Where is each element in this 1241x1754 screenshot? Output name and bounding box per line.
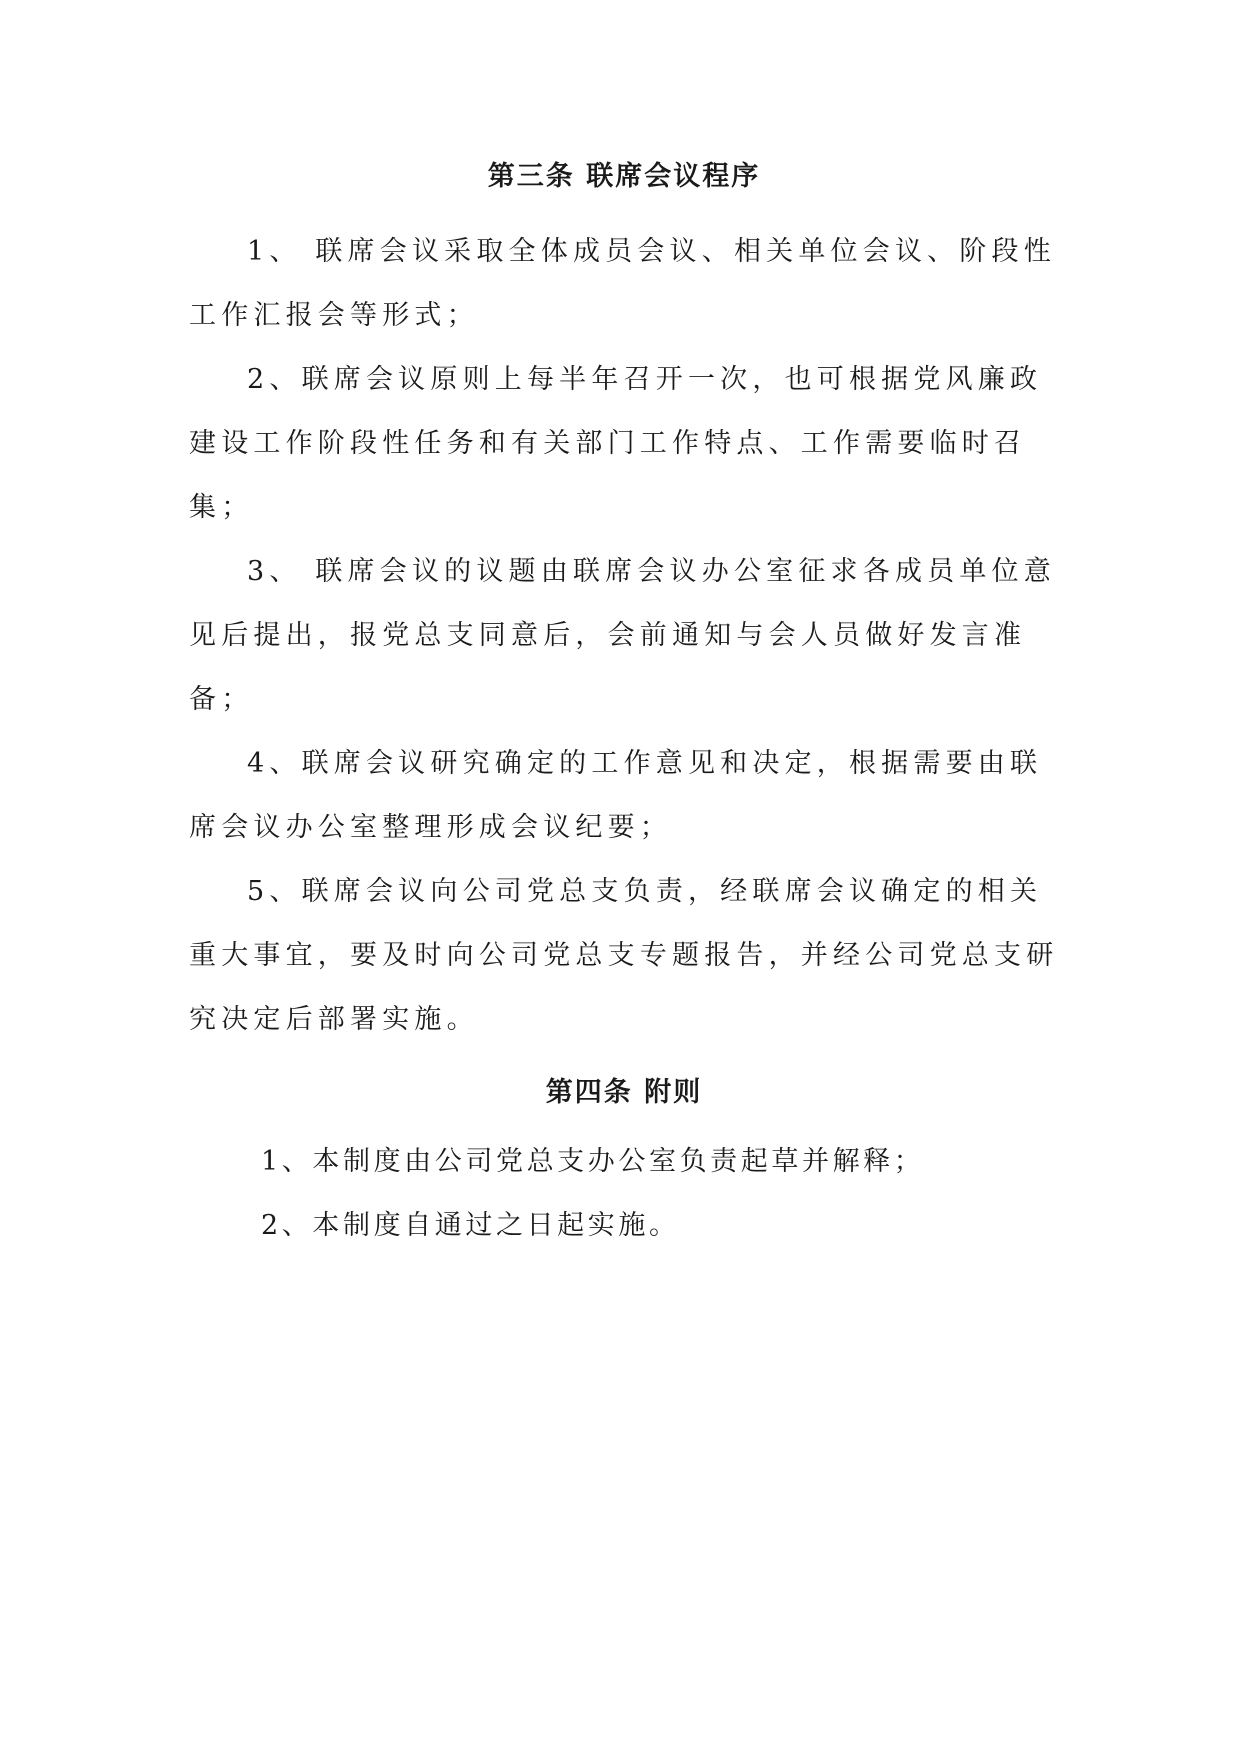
- section-4-item-1: 1、本制度由公司党总支办公室负责起草并解释；: [261, 1146, 925, 1177]
- section-4-item-2: 2、本制度自通过之日起实施。: [261, 1210, 680, 1241]
- document-body: [189, 160, 1059, 1258]
- section-3-item-5: 5、联席会议向公司党总支负责，经联席会议确定的相关重大事宜，要及时向公司党总支专题报告，并经公司党总支研究决定后部署实施。: [189, 876, 1059, 1035]
- section-3-item-1: 1、 联席会议采取全体成员会议、相关单位会议、阶段性工作汇报会等形式；: [189, 236, 1056, 331]
- section-3-item-3: 3、 联席会议的议题由联席会议办公室征求各成员单位意见后提出，报党总支同意后，会前通知与会人员做好发言准备；: [189, 556, 1056, 715]
- section-4-title: 第四条 附则: [545, 1077, 703, 1108]
- section-3-item-2: 2、联席会议原则上每半年召开一次，也可根据党风廉政建设工作阶段性任务和有关部门工作特点、工作需要临时召集；: [189, 364, 1043, 523]
- section-3-item-4: 4、联席会议研究确定的工作意见和决定，根据需要由联席会议办公室整理形成会议纪要；: [189, 748, 1043, 843]
- section-3-title: 第三条 联席会议程序: [487, 161, 761, 192]
